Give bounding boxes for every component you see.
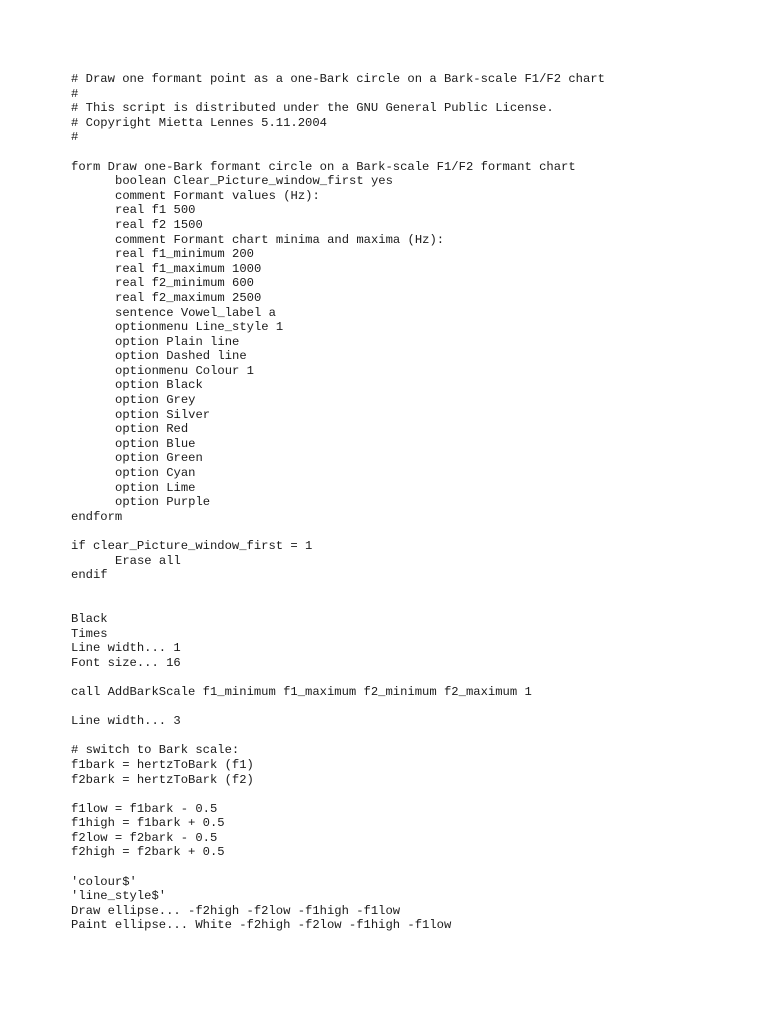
code-line [71,145,751,160]
code-line: endform [71,509,123,524]
code-line: f2high = f2bark + 0.5 [71,845,225,860]
code-line [71,787,751,802]
code-line: boolean Clear_Picture_window_first yes [115,174,393,189]
code-line: real f2 1500 [115,217,203,232]
code-line: option Cyan [115,466,196,481]
code-line: real f1_minimum 200 [115,247,254,262]
code-line: Black [71,611,108,626]
code-line [71,700,751,715]
code-line: option Grey [115,393,196,408]
code-line [71,670,751,685]
script-code-block [71,72,751,933]
code-line [71,860,751,875]
code-line: option Green [115,451,203,466]
code-line: # switch to Bark scale: [71,743,240,758]
code-line: Line width... 3 [71,714,181,729]
code-line: # [71,130,79,145]
code-line: real f2_maximum 2500 [115,290,262,305]
code-line: real f1 500 [115,203,196,218]
code-line: option Red [115,422,189,437]
code-line: call AddBarkScale f1_minimum f1_maximum f2_minimum f2_maximum 1 [71,684,532,699]
code-line: f1low = f1bark - 0.5 [71,801,218,816]
code-line: Draw ellipse... -f2high -f2low -f1high -f1low [71,903,401,918]
code-line: real f1_maximum 1000 [115,261,262,276]
code-line: option Lime [115,480,196,495]
code-line: option Plain line [115,334,240,349]
code-line: comment Formant chart minima and maxima (Hz): [115,232,445,247]
code-line: option Black [115,378,203,393]
code-line: option Silver [115,407,211,422]
code-line [71,729,751,744]
code-line: comment Formant values (Hz): [115,188,320,203]
code-line: sentence Vowel_label a [115,305,276,320]
code-line: real f2_minimum 600 [115,276,254,291]
code-line: Paint ellipse... White -f2high -f2low -f1high -f1low [71,918,452,933]
code-line: f2bark = hertzToBark (f2) [71,772,254,787]
code-line: # Draw one formant point as a one-Bark circle on a Bark-scale F1/F2 chart [71,72,605,86]
code-line: Times [71,626,108,641]
code-line: 'colour$' [71,874,137,889]
code-line [71,597,751,612]
code-line: 'line_style$' [71,889,167,904]
code-line: f1high = f1bark + 0.5 [71,816,225,831]
code-line: # Copyright Mietta Lennes 5.11.2004 [71,115,327,130]
code-line [71,524,751,539]
code-line: # [71,86,79,101]
code-line: f1bark = hertzToBark (f1) [71,757,254,772]
code-line: optionmenu Line_style 1 [115,320,284,335]
code-line [71,583,751,598]
code-line: f2low = f2bark - 0.5 [71,830,218,845]
code-line: if clear_Picture_window_first = 1 [71,539,313,553]
code-line: Font size... 16 [71,655,181,670]
code-line: option Dashed line [115,349,247,364]
code-line: form Draw one-Bark formant circle on a Bark-scale F1/F2 formant chart [71,159,576,174]
code-line: # This script is distributed under the GNU General Public License. [71,101,554,116]
code-line: Line width... 1 [71,641,181,656]
code-line: option Purple [115,495,211,510]
code-line: Erase all [115,553,181,568]
code-line: endif [71,568,108,583]
code-line: option Blue [115,436,196,451]
code-line: optionmenu Colour 1 [115,363,254,378]
